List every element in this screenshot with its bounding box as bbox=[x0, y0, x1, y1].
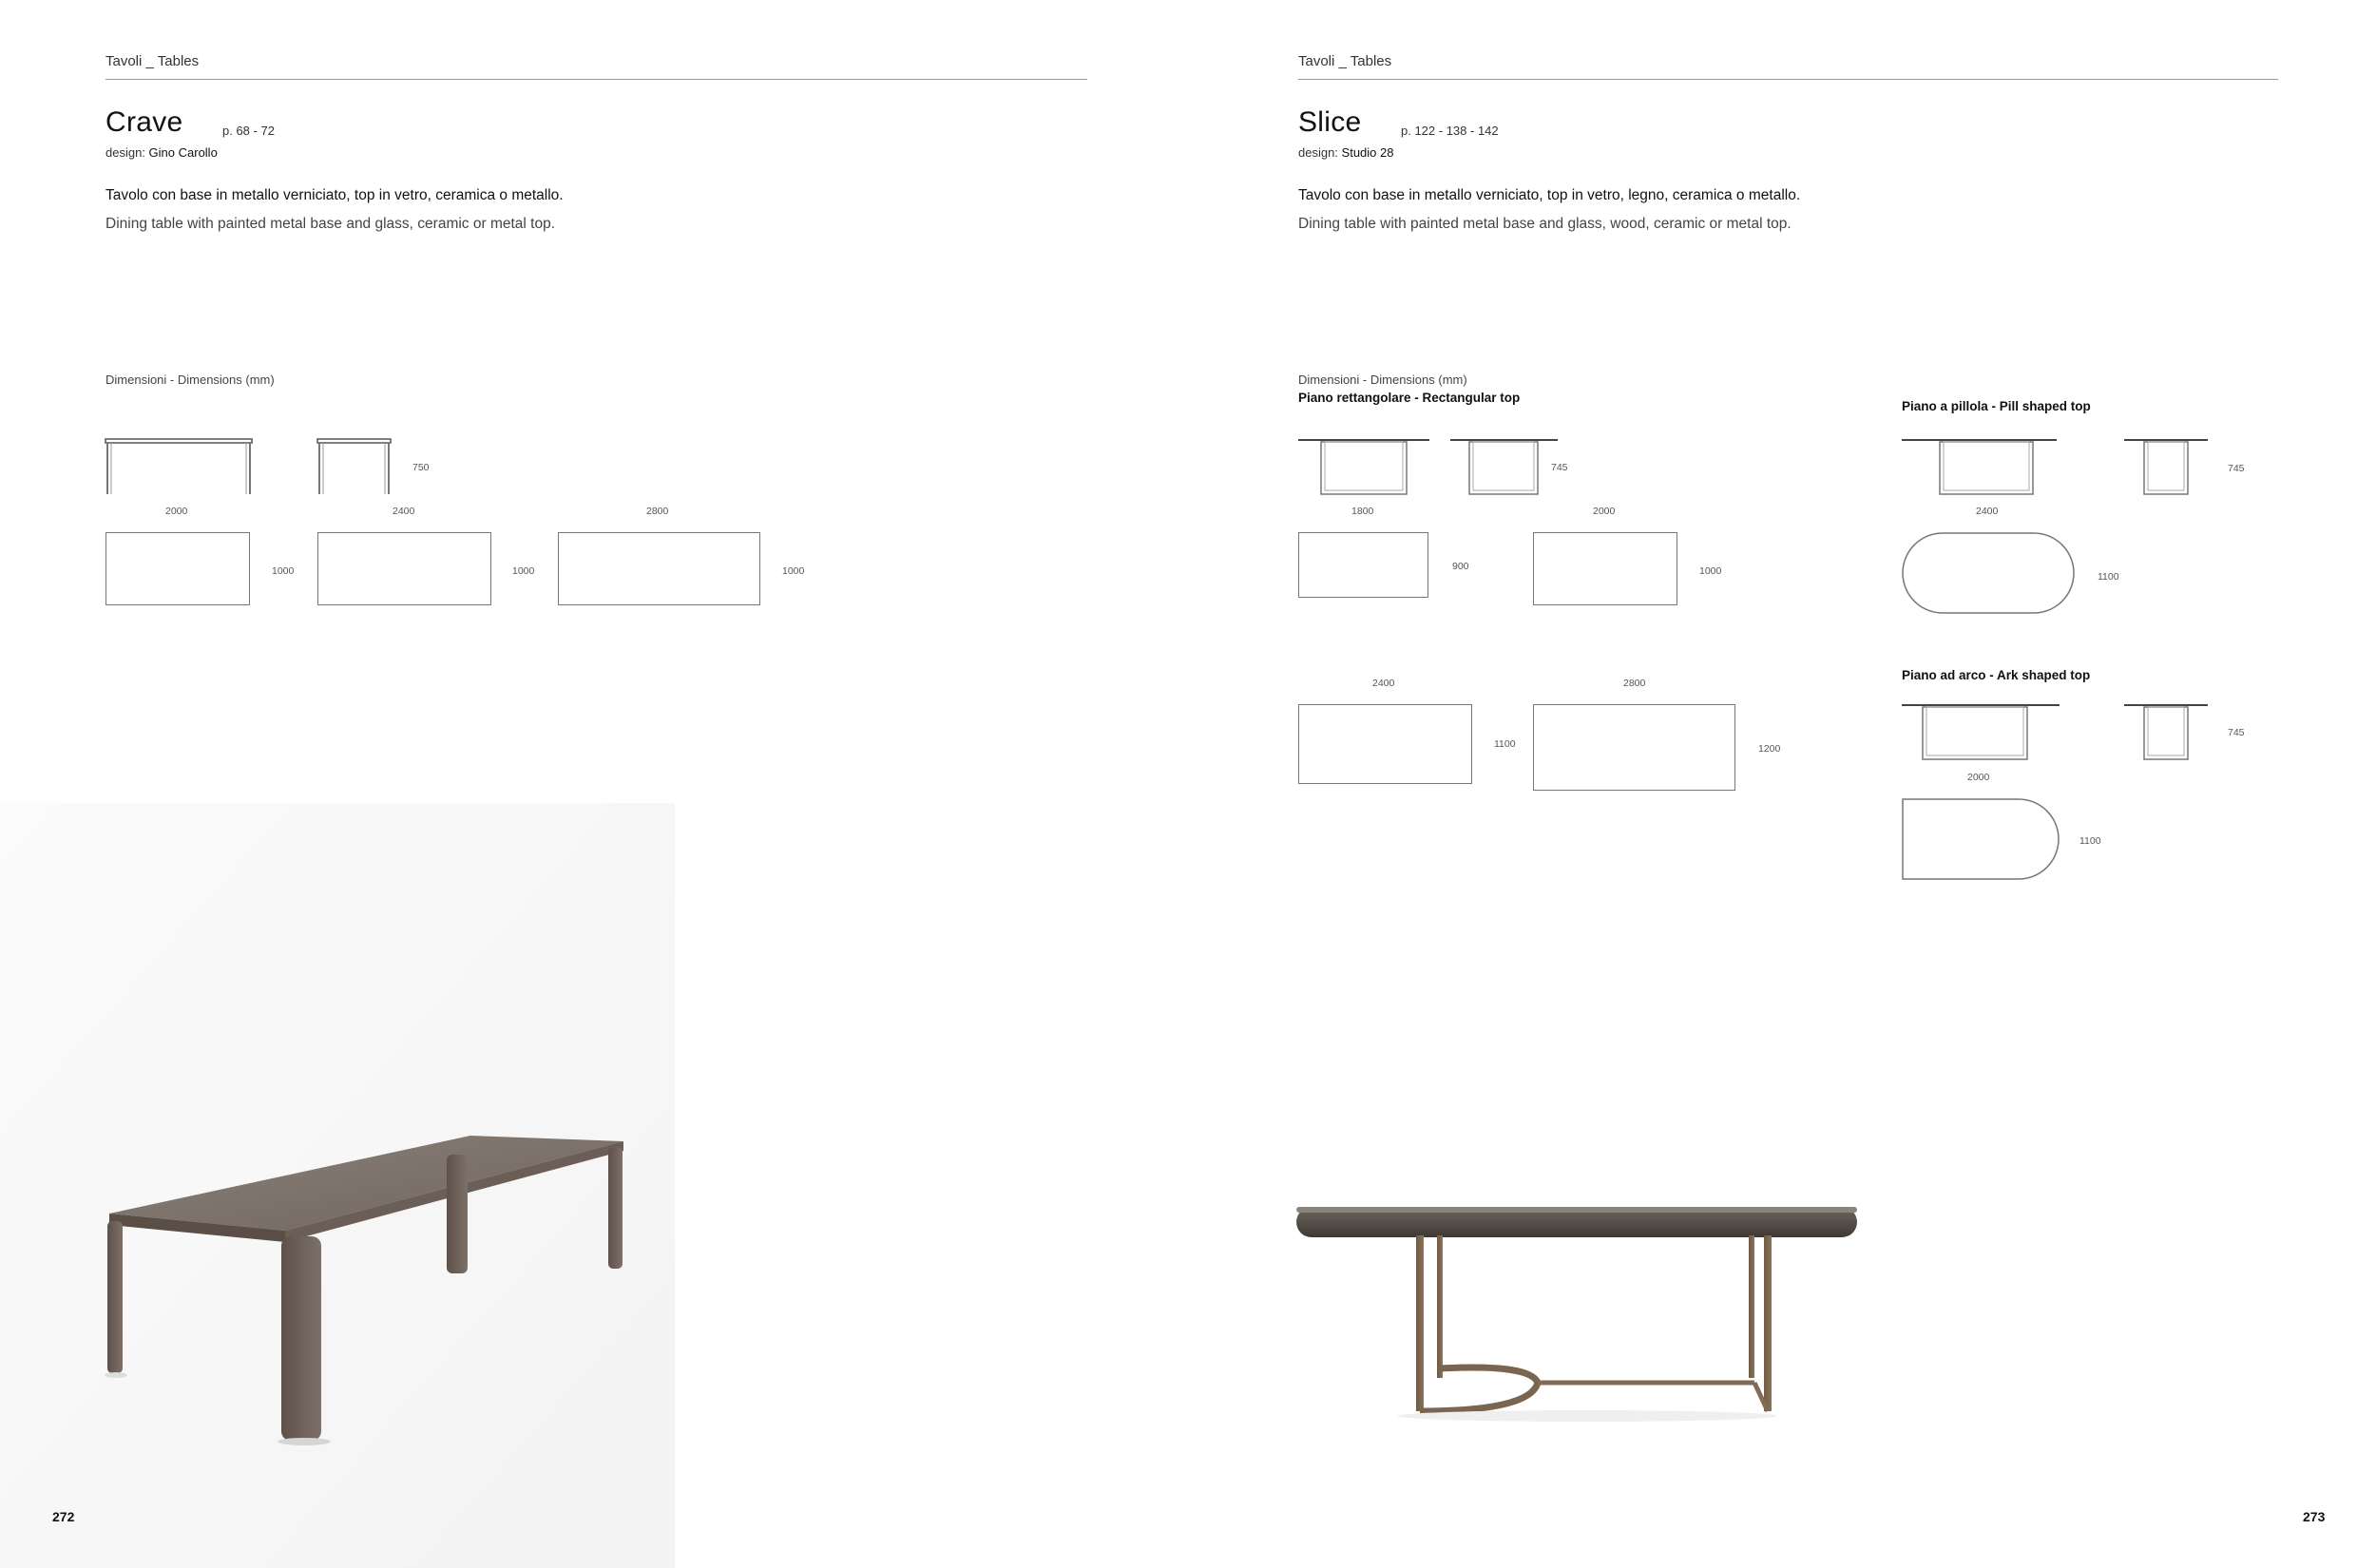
side-elevation-drawing bbox=[317, 437, 393, 496]
dimensions-label: Dimensioni - Dimensions (mm) bbox=[1298, 373, 1467, 387]
plan-rectangle-2000 bbox=[1533, 532, 1677, 605]
width-dimension: 2000 bbox=[165, 506, 188, 517]
description-english: Dining table with painted metal base and glass, ceramic or metal top. bbox=[105, 216, 555, 232]
front-elevation-drawing bbox=[105, 437, 253, 496]
pill-top-heading: Piano a pillola - Pill shaped top bbox=[1902, 399, 2091, 413]
slice-table-photo bbox=[1283, 1178, 1891, 1444]
width-dimension: 2400 bbox=[393, 506, 415, 517]
plan-rectangle-2800 bbox=[558, 532, 760, 605]
description-italian: Tavolo con base in metallo verniciato, top in vetro, ceramica o metallo. bbox=[105, 187, 564, 203]
designer-credit bbox=[105, 145, 218, 160]
width-dimension: 2800 bbox=[1623, 678, 1646, 689]
ark-side-elevation-drawing bbox=[2124, 702, 2210, 761]
depth-dimension: 1000 bbox=[782, 565, 805, 577]
description-english: Dining table with painted metal base and glass, wood, ceramic or metal top. bbox=[1298, 216, 1792, 232]
pill-front-elevation-drawing bbox=[1902, 437, 2059, 496]
height-dimension: 750 bbox=[412, 462, 430, 473]
product-page-refs: p. 68 - 72 bbox=[222, 124, 275, 138]
section-label: Tavoli _ Tables bbox=[105, 53, 200, 69]
header-rule bbox=[1298, 79, 2278, 80]
right-page bbox=[1188, 0, 2376, 1568]
ark-front-elevation-drawing bbox=[1902, 702, 2061, 761]
height-dimension: 745 bbox=[2228, 727, 2245, 738]
pill-plan-drawing bbox=[1902, 532, 2075, 614]
plan-rectangle-2800 bbox=[1533, 704, 1735, 791]
width-dimension: 2000 bbox=[1593, 506, 1616, 517]
dimensions-label: Dimensioni - Dimensions (mm) bbox=[105, 373, 275, 387]
width-dimension: 2800 bbox=[646, 506, 669, 517]
rect-front-elevation-drawing bbox=[1298, 437, 1431, 496]
design-prefix: design: bbox=[105, 145, 145, 160]
plan-rectangle-2400 bbox=[317, 532, 491, 605]
width-dimension: 2400 bbox=[1372, 678, 1395, 689]
depth-dimension: 1100 bbox=[1494, 738, 1516, 750]
header-rule bbox=[105, 79, 1087, 80]
ark-plan-drawing bbox=[1902, 798, 2061, 880]
ark-top-heading: Piano ad arco - Ark shaped top bbox=[1902, 668, 2091, 682]
width-dimension: 1800 bbox=[1351, 506, 1374, 517]
width-dimension: 2400 bbox=[1976, 506, 1999, 517]
depth-dimension: 900 bbox=[1452, 561, 1469, 572]
page-number: 273 bbox=[2303, 1509, 2326, 1524]
depth-dimension: 1000 bbox=[512, 565, 535, 577]
rectangular-top-heading: Piano rettangolare - Rectangular top bbox=[1298, 391, 1521, 405]
depth-dimension: 1000 bbox=[1699, 565, 1722, 577]
design-prefix: design: bbox=[1298, 145, 1338, 160]
crave-table-photo bbox=[0, 803, 675, 1568]
pill-side-elevation-drawing bbox=[2124, 437, 2210, 496]
product-title: Slice bbox=[1298, 106, 1362, 138]
product-title: Crave bbox=[105, 106, 183, 138]
description-italian: Tavolo con base in metallo verniciato, top in vetro, legno, ceramica o metallo. bbox=[1298, 187, 1801, 203]
plan-rectangle-2000 bbox=[105, 532, 250, 605]
designer-credit bbox=[1298, 145, 1393, 160]
plan-rectangle-2400 bbox=[1298, 704, 1472, 784]
rect-side-elevation-drawing bbox=[1450, 437, 1560, 496]
height-dimension: 745 bbox=[1551, 462, 1568, 473]
width-dimension: 2000 bbox=[1967, 772, 1990, 783]
designer-name: Gino Carollo bbox=[148, 145, 218, 160]
height-dimension: 745 bbox=[2228, 463, 2245, 474]
plan-rectangle-1800 bbox=[1298, 532, 1428, 598]
product-page-refs: p. 122 - 138 - 142 bbox=[1401, 124, 1499, 138]
depth-dimension: 1200 bbox=[1758, 743, 1781, 755]
depth-dimension: 1100 bbox=[2079, 835, 2101, 847]
depth-dimension: 1000 bbox=[272, 565, 295, 577]
designer-name: Studio 28 bbox=[1341, 145, 1394, 160]
page-number: 272 bbox=[52, 1509, 75, 1524]
section-label: Tavoli _ Tables bbox=[1298, 53, 1392, 69]
depth-dimension: 1100 bbox=[2098, 571, 2119, 583]
